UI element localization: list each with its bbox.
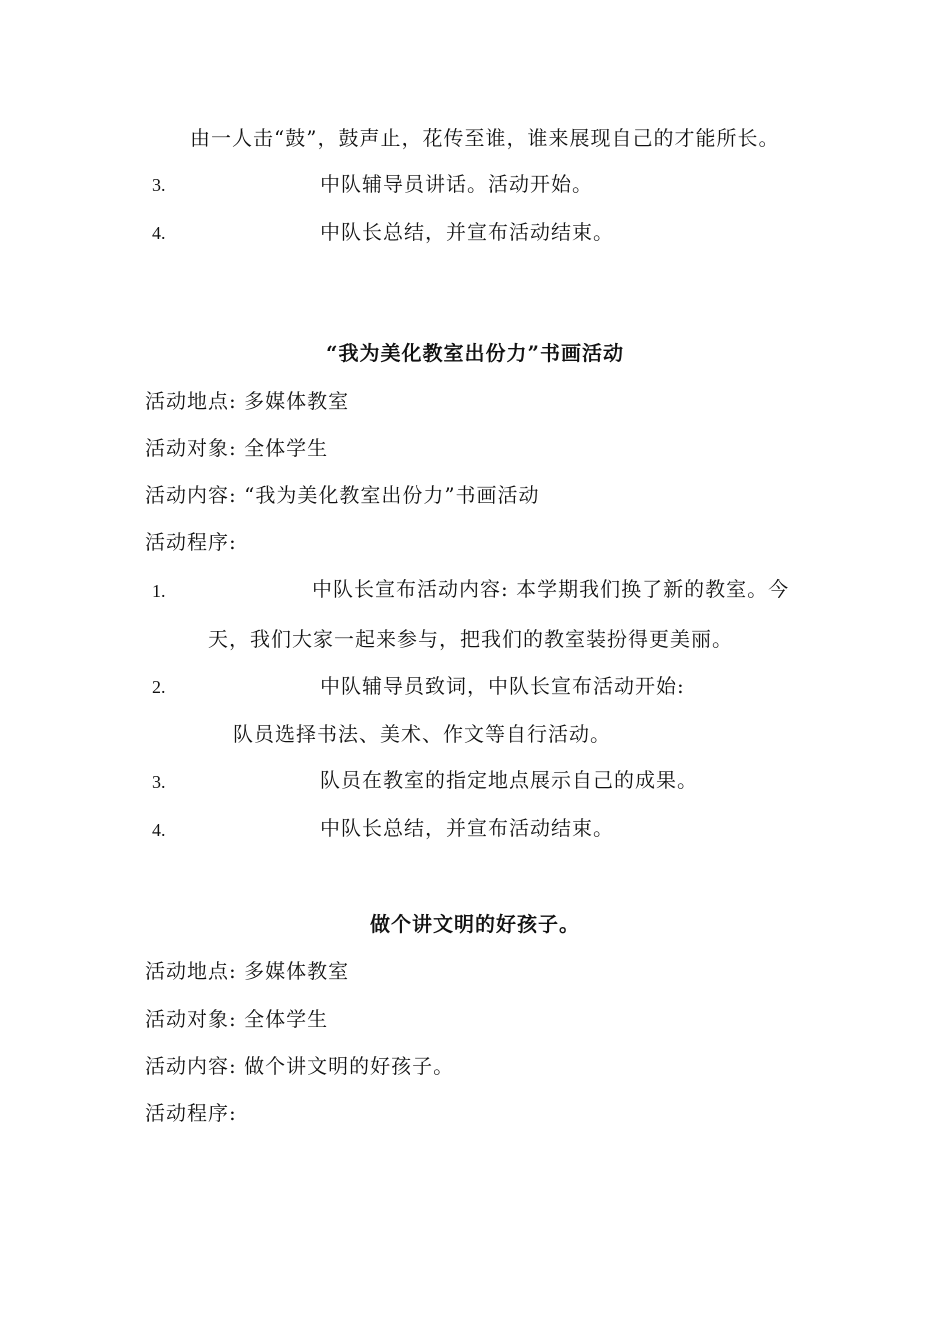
step-text: 中队长总结，并宣布活动结束。 [320,816,614,840]
step-number: 2. [152,677,166,697]
step-text: 中队长宣布活动内容: 本学期我们换了新的教室。今 [312,577,790,601]
step-text-continuation: 队员选择书法、美术、作文等自行活动。 [233,722,611,746]
step-number: 1. [152,581,166,601]
activity-place: 活动地点: 多媒体教室 [145,959,350,983]
step-text: 中队长总结，并宣布活动结束。 [320,220,614,244]
activity-target: 活动对象: 全体学生 [145,1007,329,1031]
section-title: 做个讲文明的好孩子。 [370,912,580,936]
step-text-continuation: 天，我们大家一起来参与，把我们的教室装扮得更美丽。 [208,627,733,651]
paragraph-continuation: 由一人击“鼓”，鼓声止，花传至谁，谁来展现自己的才能所长。 [190,126,780,150]
section-title: “我为美化教室出份力”书画活动 [325,341,624,365]
activity-content: 活动内容: “我为美化教室出份力”书画活动 [145,483,540,507]
step-number: 3. [152,175,166,195]
step-number: 3. [152,772,166,792]
step-text: 队员在教室的指定地点展示自己的成果。 [320,768,698,792]
step-text: 中队辅导员讲话。活动开始。 [320,172,593,196]
activity-procedure: 活动程序: [145,530,237,554]
activity-content: 活动内容: 做个讲文明的好孩子。 [145,1054,455,1078]
activity-procedure: 活动程序: [145,1101,237,1125]
step-text: 中队辅导员致词，中队长宣布活动开始: [320,674,685,698]
step-number: 4. [152,820,166,840]
activity-target: 活动对象: 全体学生 [145,436,329,460]
activity-place: 活动地点: 多媒体教室 [145,389,350,413]
step-number: 4. [152,223,166,243]
